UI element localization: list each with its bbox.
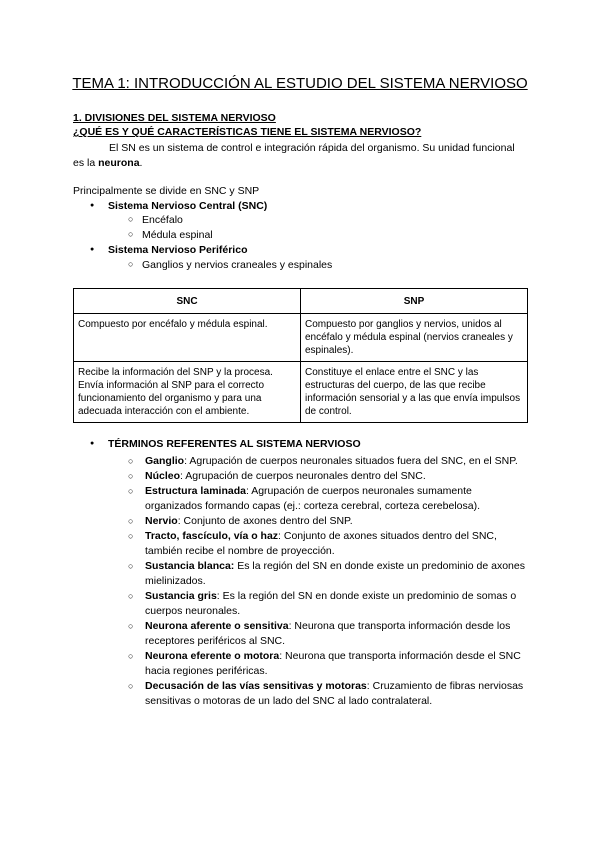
divides-text: Principalmente se divide en SNC y SNP — [73, 185, 260, 197]
term-name: Neurona aferente o sensitiva — [145, 620, 289, 632]
intro-bold-term: neurona — [98, 157, 140, 169]
snc-subitem — [128, 214, 183, 226]
table-header-snp: SNP — [301, 289, 528, 314]
list-item — [128, 484, 528, 514]
terms-bullet — [90, 438, 361, 450]
intro-paragraph — [73, 141, 528, 171]
list-item — [128, 514, 528, 529]
list-item — [128, 649, 528, 679]
table-row — [74, 362, 528, 423]
term-definition: : Conjunto de axones dentro del SNP. — [177, 515, 353, 527]
table-header-row — [74, 289, 528, 314]
snp-subitem — [128, 259, 332, 271]
term-name: Sustancia gris — [145, 590, 217, 602]
term-definition: : Cruzamiento de fibras nerviosas sensitivas o motoras de un lado del SNC al lado contralateral. — [145, 680, 524, 707]
snc-subitem-label: Encéfalo — [142, 214, 183, 226]
snc-subitem — [128, 229, 213, 241]
sub-heading: ¿QUÉ ES Y QUÉ CARACTERÍSTICAS TIENE EL SISTEMA NERVIOSO? — [73, 126, 422, 138]
table-row — [74, 314, 528, 362]
snc-bullet — [90, 200, 267, 212]
term-definition: : Es la región del SN en donde existe un predominio de somas o cuerpos neuronales. — [145, 590, 517, 617]
snp-bullet — [90, 244, 247, 256]
terms-list — [128, 454, 528, 709]
term-name: Estructura laminada — [145, 485, 246, 497]
list-item — [128, 679, 528, 709]
list-item — [128, 589, 528, 619]
list-item — [128, 469, 528, 484]
term-name: Nervio — [145, 515, 178, 527]
intro-end: . — [139, 157, 143, 169]
list-item — [128, 619, 528, 649]
intro-text: El SN es un sistema de control e integración rápida del organismo. Su unidad funcional es la — [73, 142, 515, 169]
term-name: Decusación de las vías sensitivas y motoras — [145, 680, 367, 692]
table-cell: Compuesto por ganglios y nervios, unidos al encéfalo y médula espinal (nervios craneales y espinales). — [301, 314, 528, 362]
term-definition: : Neurona que transporta información desde los receptores periféricos al SNC. — [145, 620, 511, 647]
snc-subitem-label: Médula espinal — [142, 229, 213, 241]
term-definition: : Agrupación de cuerpos neuronales situados fuera del SNC, en el SNP. — [184, 455, 518, 467]
table-cell: Constituye el enlace entre el SNC y las estructuras del cuerpo, de las que recibe información sensorial y a las que envía impulsos de control. — [301, 362, 528, 423]
term-definition: Es la región del SN en donde existe un predominio de axones mielinizados. — [145, 560, 525, 587]
term-name: Núcleo — [145, 470, 181, 482]
table-header-snc: SNC — [74, 289, 301, 314]
section-heading: 1. DIVISIONES DEL SISTEMA NERVIOSO — [73, 112, 276, 124]
terms-heading: TÉRMINOS REFERENTES AL SISTEMA NERVIOSO — [108, 438, 361, 450]
table-cell: Compuesto por encéfalo y médula espinal. — [74, 314, 301, 362]
term-name: Ganglio — [145, 455, 185, 467]
page-title: TEMA 1: INTRODUCCIÓN AL ESTUDIO DEL SISTEMA NERVIOSO — [72, 75, 528, 92]
comparison-table — [73, 288, 528, 423]
term-name: Tracto, fascículo, vía o haz — [145, 530, 279, 542]
snp-subitem-label: Ganglios y nervios craneales y espinales — [142, 259, 333, 271]
table-cell: Recibe la información del SNP y la procesa. Envía información al SNP para el correcto funcionamiento del organismo y para una adecuada interacción con el ambiente. — [74, 362, 301, 423]
snp-label: Sistema Nervioso Periférico — [108, 244, 248, 256]
term-name: Sustancia blanca: — [145, 560, 235, 572]
term-name: Neurona eferente o motora — [145, 650, 280, 662]
term-definition: : Conjunto de axones situados dentro del SNC, también recibe el nombre de proyección. — [145, 530, 497, 557]
term-definition: : Agrupación de cuerpos neuronales dentro del SNC. — [180, 470, 426, 482]
snc-label: Sistema Nervioso Central (SNC) — [108, 200, 268, 212]
list-item — [128, 454, 528, 469]
term-definition: : Neurona que transporta información desde el SNC hacia regiones periféricas. — [145, 650, 521, 677]
list-item — [128, 529, 528, 559]
term-definition: : Agrupación de cuerpos neuronales sumamente organizados formando capas (ej.: corteza cerebral, corteza cerebelosa). — [145, 485, 481, 512]
list-item — [128, 559, 528, 589]
